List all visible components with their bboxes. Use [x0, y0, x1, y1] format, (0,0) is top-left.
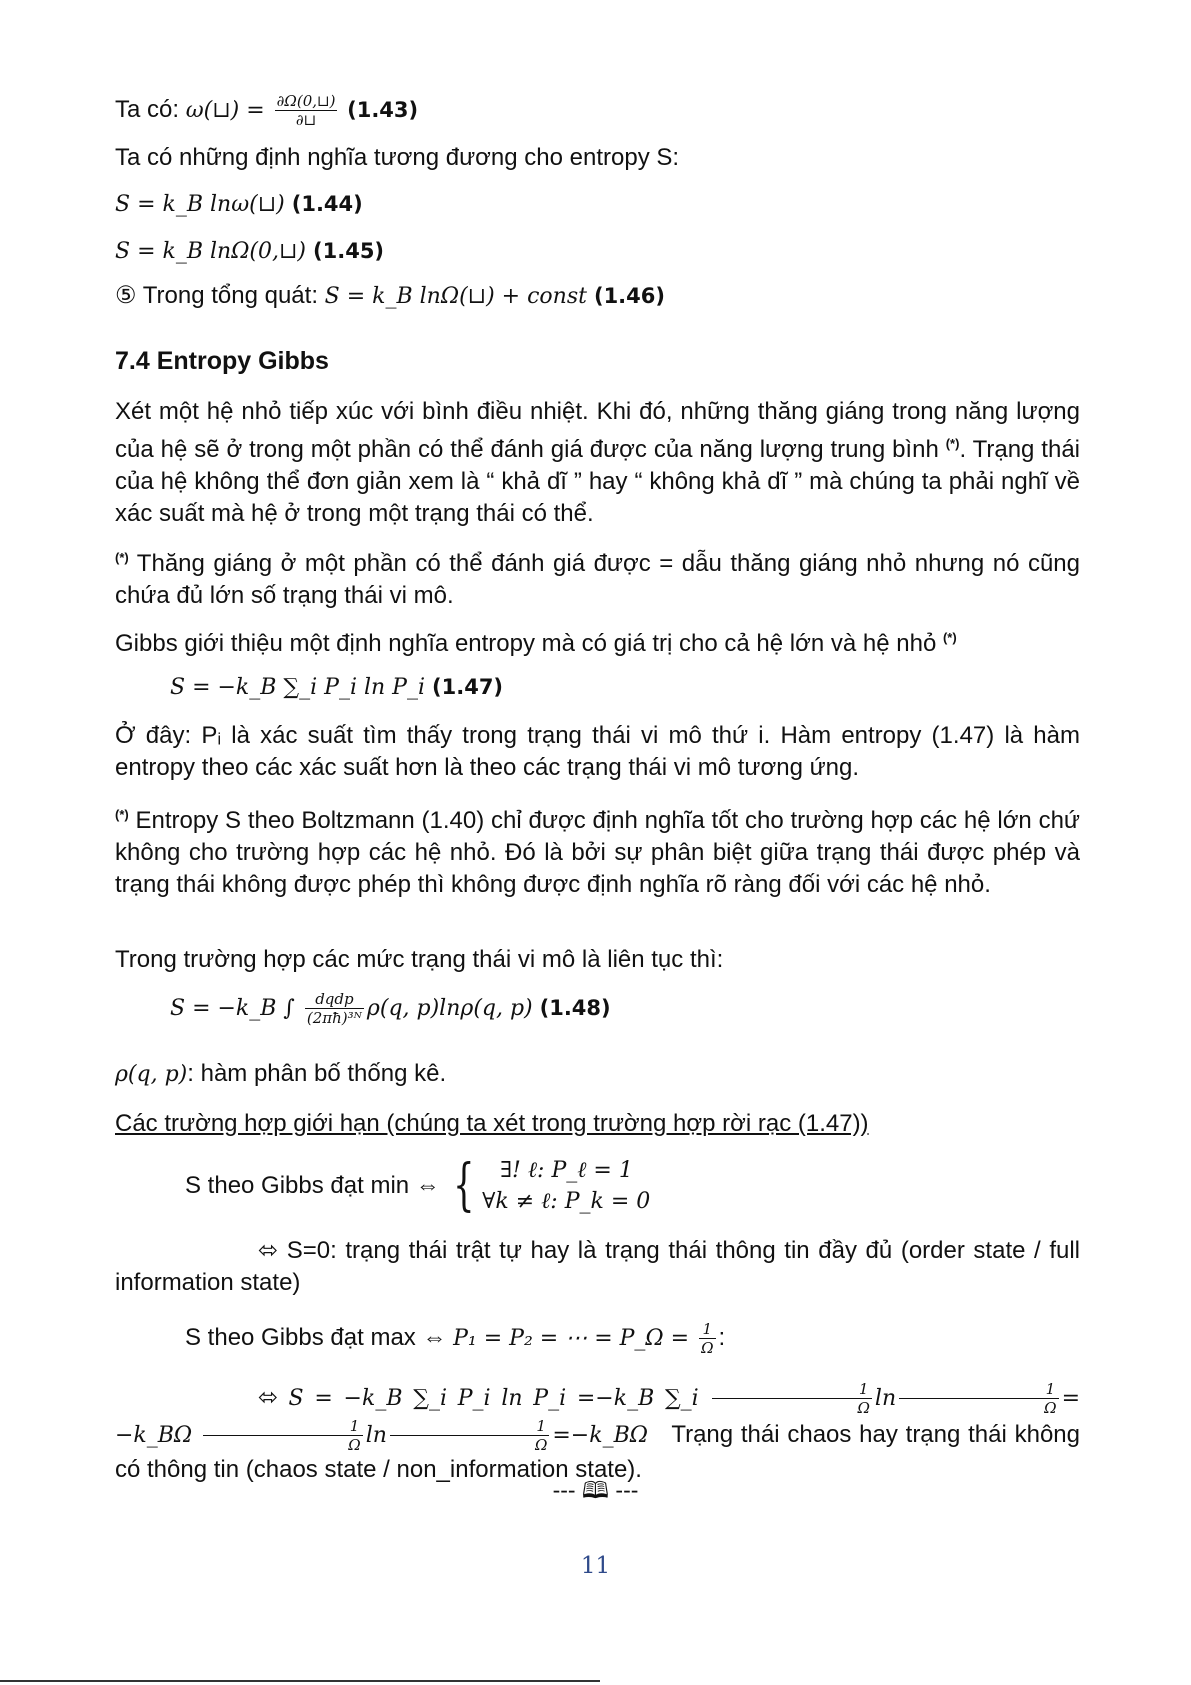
paragraph-small-system: Xét một hệ nhỏ tiếp xúc với bình điều nhiệt. Khi đó, những thăng giáng trong năng lượng của hệ sẽ ở trong một phần có thể đánh giá được của năng lượng trung bình (*). Trạng thái của hệ không thể đơn giản xem là “ khả dĩ ” hay “ không khả dĩ ” mà chúng ta phải nghĩ về xác suất mà hệ ở trong một trạng thái có thể. — [115, 398, 1080, 527]
fraction: $\frac{\partial\Omega(0,⊔)}{\partial⊔}$ — [276, 92, 336, 129]
max-result: ⬄ S = −k_B ∑_i P_i ln P_i =−k_B ∑_i $\frac{1}{\Omega}$ ln $\frac{1}{\Omega}$ = −k_BΩ $\frac{1}{\Omega}$ ln $\frac{1}{\Omega}$ =−k_BΩ Trạng thái chaos hay trạng thái không có thông tin (chaos state / non_information state). — [115, 1380, 1081, 1483]
equation-1-43: Ta có: ω(⊔) = $\frac{\partial\Omega(0,⊔)}{\partial⊔}$ (1.43) — [115, 92, 419, 129]
paragraph-continuous: Trong trường hợp các mức trạng thái vi mô là liên tục thì: — [115, 946, 724, 973]
rho-definition: ρ(q, p): hàm phân bố thống kê. — [115, 1060, 447, 1087]
min-case: S theo Gibbs đạt min ⇔ { ∃! ℓ: P_ℓ = 1 ∀k ≠ ℓ: P_k = 0 — [185, 1153, 651, 1218]
footnote-fluctuation: (*) Thăng giáng ở một phần có thể đánh giá được = dẫu thăng giáng nhỏ nhưng nó cũng chứa đủ lớn số trạng thái vi mô. — [115, 550, 1080, 609]
equation-1-44: S = k_B lnω(⊔) (1.44) — [115, 192, 363, 217]
section-heading: 7.4 Entropy Gibbs — [115, 347, 329, 375]
equation-1-46: ⑤ Trong tổng quát: S = k_B lnΩ(⊔) + const (1.46) — [115, 282, 665, 309]
section-separator: --- 🕮 --- — [552, 1477, 639, 1503]
equation-1-48: S = −k_B ∫ $\frac{\text{dqdp}}{\text{(2πħ)³ᴺ}}$ ρ(q, p)lnρ(q, p) (1.48) — [170, 990, 611, 1027]
limits-heading: Các trường hợp giới hạn (chúng ta xét trong trường hợp rời rạc (1.47)) — [115, 1110, 869, 1137]
paragraph-probability: Ở đây: Pᵢ là xác suất tìm thấy trong trạng thái vi mô thứ i. Hàm entropy (1.47) là hàm entropy theo các xác suất hơn là theo các trạng thái vi mô tương ứng. — [115, 722, 1080, 781]
brace: { — [453, 1153, 475, 1218]
equation-tag: (1.43) — [347, 97, 419, 122]
max-case: S theo Gibbs đạt max ⇔ P₁ = P₂ = ⋯ = P_Ω = $\frac{1}{\Omega}$ : — [185, 1320, 726, 1357]
bottom-rule — [0, 1680, 600, 1682]
paragraph-gibbs-intro: Gibbs giới thiệu một định nghĩa entropy mà có giá trị cho cả hệ lớn và hệ nhỏ (*) — [115, 630, 957, 657]
page-number: 11 — [580, 1553, 611, 1579]
equation-1-45: S = k_B lnΩ(0,⊔) (1.45) — [115, 239, 385, 264]
min-result: ⬄ S=0: trạng thái trật tự hay là trạng thái thông tin đầy đủ (order state / full information state) — [115, 1237, 1080, 1296]
definitions-intro: Ta có những định nghĩa tương đương cho entropy S: — [115, 144, 680, 171]
footnote-boltzmann: (*) Entropy S theo Boltzmann (1.40) chỉ được định nghĩa tốt cho trường hợp các hệ lớn chứ không cho trường hợp các hệ nhỏ. Đó là bởi sự phân biệt giữa trạng thái được phép và trạng thái không được phép thì không được định nghĩa rõ ràng đối với các hệ nhỏ. — [115, 807, 1080, 898]
equation-1-47: S = −k_B ∑_i P_i ln P_i (1.47) — [170, 675, 504, 700]
